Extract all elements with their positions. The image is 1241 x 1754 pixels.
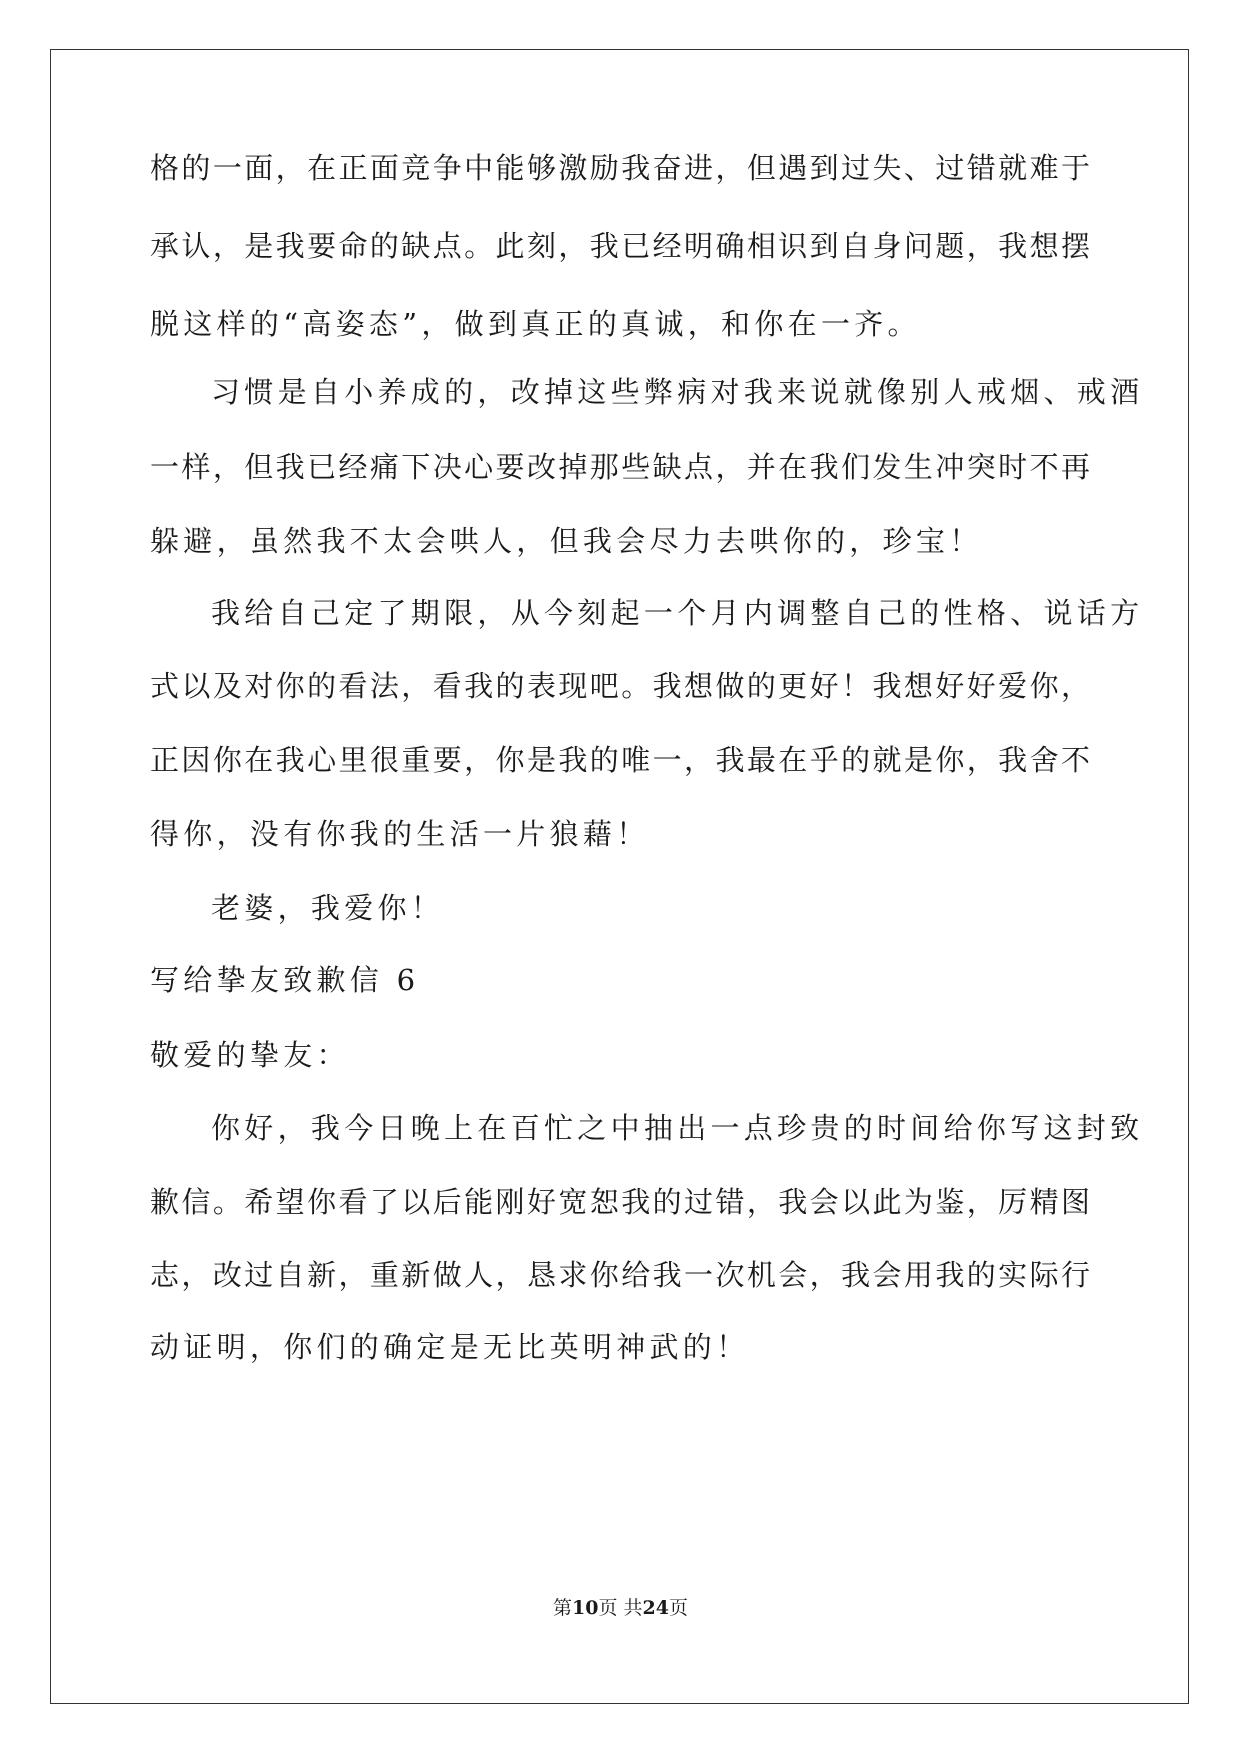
text-line: 式以及对你的看法，看我的表现吧。我想做的更好！我想好好爱你， bbox=[150, 669, 1090, 703]
paragraph-first-line: 老婆，我爱你！ bbox=[211, 891, 445, 925]
paragraph-first-line: 习惯是自小养成的，改掉这些弊病对我来说就像别人戒烟、戒酒 bbox=[211, 375, 1144, 409]
text-line: 正因你在我心里很重要，你是我的唯一，我最在乎的就是你，我舍不 bbox=[150, 743, 1090, 777]
current-page-number: 10 bbox=[572, 1597, 599, 1619]
total-page-number: 24 bbox=[642, 1597, 669, 1619]
footer-mid: 页 共 bbox=[598, 1597, 643, 1619]
page-border bbox=[50, 49, 1189, 1704]
footer-prefix: 第 bbox=[553, 1597, 573, 1619]
text-line: 歉信。希望你看了以后能刚好宽恕我的过错，我会以此为鉴，厉精图 bbox=[150, 1185, 1090, 1219]
text-line: 承认，是我要命的缺点。此刻，我已经明确相识到自身问题，我想摆 bbox=[150, 229, 1090, 263]
text-line: 志，改过自新，重新做人，恳求你给我一次机会，我会用我的实际行 bbox=[150, 1258, 1090, 1292]
text-line: 格的一面，在正面竞争中能够激励我奋进，但遇到过失、过错就难于 bbox=[150, 151, 1090, 185]
section-heading: 写给挚友致歉信 6 bbox=[150, 963, 420, 997]
footer-suffix: 页 bbox=[668, 1597, 688, 1619]
text-line: 得你，没有你我的生活一片狼藉！ bbox=[150, 817, 650, 851]
text-line: 脱这样的“高姿态”，做到真正的真诚，和你在一齐。 bbox=[150, 307, 921, 341]
text-line: 躲避，虽然我不太会哄人，但我会尽力去哄你的，珍宝！ bbox=[150, 524, 983, 558]
text-line: 一样，但我已经痛下决心要改掉那些缺点，并在我们发生冲突时不再 bbox=[150, 450, 1090, 484]
paragraph-first-line: 我给自己定了期限，从今刻起一个月内调整自己的性格、说话方 bbox=[211, 596, 1144, 630]
page-footer bbox=[0, 1594, 1241, 1622]
paragraph-first-line: 你好，我今日晚上在百忙之中抽出一点珍贵的时间给你写这封致 bbox=[211, 1111, 1144, 1145]
salutation: 敬爱的挚友： bbox=[150, 1038, 350, 1072]
text-line: 动证明，你们的确定是无比英明神武的！ bbox=[150, 1330, 750, 1364]
